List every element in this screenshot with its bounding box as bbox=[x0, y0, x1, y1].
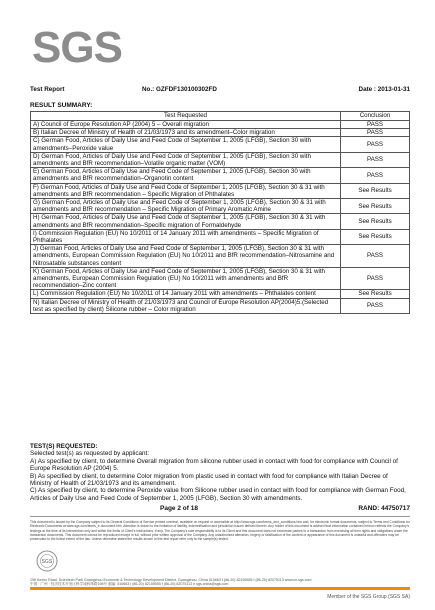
table-row bbox=[31, 183, 410, 198]
table-row bbox=[31, 298, 410, 313]
test-cell: I) Commission Regulation (EU) No 10/2011 of 14 January 2011 with amendments – Specific Migration of Phthalates bbox=[31, 229, 341, 244]
footer-address bbox=[30, 578, 410, 587]
conclusion-cell: See Results bbox=[341, 183, 410, 198]
sgs-seal-icon bbox=[36, 550, 58, 572]
logo-text: SGS bbox=[32, 23, 122, 72]
conclusion-cell: PASS bbox=[341, 267, 410, 290]
table-row bbox=[31, 121, 410, 129]
test-cell: N) Italian Decree of Ministry of Health of 21/03/1973 and Council of Europe Resolution AP(2004)5.(Selected test as specified by client) Silicone rubber – Color migration bbox=[31, 298, 341, 313]
test-cell: F) German Food, Articles of Daily Use and Feed Code of September 1, 2005 (LFGB), Section 30 & 31 with amendments and BfR recommendation – Specific Migration of Phthalates bbox=[31, 183, 341, 198]
table-row bbox=[31, 245, 410, 268]
test-cell: J) German Food, Articles of Daily Use and Feed Code of September 1, 2005 (LFGB), Section 30 & 31 with amendments, European Commission Regulation (EU) No 10/2011 and BfR recommendation–Nitrosamine and Nitrosatable substances content bbox=[31, 245, 341, 268]
result-summary-table bbox=[30, 111, 410, 314]
conclusion-cell: See Results bbox=[341, 229, 410, 244]
list-item: A) As specified by client, to determine Overall migration from silicone rubber used in contact with food for compliance with Council of Europe Resolution AP (2004) 5. bbox=[30, 457, 398, 473]
footer-accent-bar bbox=[30, 587, 410, 590]
conclusion-cell: See Results bbox=[341, 290, 410, 298]
conclusion-cell: PASS bbox=[341, 152, 410, 167]
test-cell: E) German Food, Articles of Daily Use and Feed Code of September 1, 2005 (LFGB), Section 30 with amendments and BfR recommendation–Organotin content bbox=[31, 168, 341, 183]
conclusion-cell: See Results bbox=[341, 214, 410, 229]
test-cell: C) German Food, Articles of Daily Use and Feed Code of September 1, 2005 (LFGB), Section 30 with amendments–Peroxide value bbox=[31, 137, 341, 152]
test-cell: L) Commission Regulation (EU) No 10/2011 of 14 January 2011 with amendments – Phthalates content bbox=[31, 290, 341, 298]
tests-intro: Selected test(s) as requested by applicant: bbox=[30, 450, 150, 458]
table-row bbox=[31, 229, 410, 244]
table-row bbox=[31, 290, 410, 298]
rand-number: RAND: 44750717 bbox=[358, 505, 410, 512]
report-type: Test Report bbox=[30, 86, 65, 93]
conclusion-cell: See Results bbox=[341, 199, 410, 214]
table-row bbox=[31, 129, 410, 137]
conclusion-cell: PASS bbox=[341, 168, 410, 183]
footer-address-cn: 中国 · 广州 · 经济技术开发区科学城科珠路198号 邮编: 510663 t (86-20) 82155555 f (86-20) 82075113 e sgs.china@sgs.com bbox=[30, 582, 229, 586]
col-conclusion: Conclusion bbox=[341, 112, 410, 121]
table-row bbox=[31, 152, 410, 167]
tests-list bbox=[30, 458, 410, 502]
disclaimer-text: This document is issued by the Company subject to its General Conditions of Service printed overleaf, available on request or accessible at http://www.sgs.com/terms_and_conditions.htm and, for electronic format documents, subject to Terms and Conditions for Electronic Documents at www.sgs.com/terms_e-document.htm. Attention is drawn to the limitation of liability, indemnification and jurisdiction issues defined therein. Any holder of this document is advised that information contained hereon reflects the Company's findings at the time of its intervention only and within the limits of Client's instructions, if any. The Company's sole responsibility is to its Client and this document does not exonerate parties to a transaction from exercising all their rights and obligations under the transaction documents. This document cannot be reproduced except in full, without prior written approval of the Company. Any unauthorized alteration, forgery or falsification of the content or appearance of this document is unlawful and offenders may be prosecuted to the fullest extent of the law. Unless otherwise stated the results shown in this test report refer only to the sample(s) tested. bbox=[30, 520, 410, 542]
table-row bbox=[31, 199, 410, 214]
svg-text:SGS: SGS bbox=[41, 559, 53, 565]
conclusion-cell: PASS bbox=[341, 137, 410, 152]
tests-requested-section bbox=[30, 443, 410, 502]
test-cell: G) German Food, Articles of Daily Use and Feed Code of September 1, 2005 (LFGB), Section 30 & 31 with amendments and BfR recommendation – Specific Migration of Primary Aromatic Amine bbox=[31, 199, 341, 214]
result-summary-title: RESULT SUMMARY: bbox=[30, 102, 93, 109]
conclusion-cell: PASS bbox=[341, 121, 410, 129]
test-cell: B) Italian Decree of Ministry of Health of 21/03/1973 and its amendment–Color migration bbox=[31, 129, 341, 137]
conclusion-cell: PASS bbox=[341, 129, 410, 137]
test-cell: K) German Food, Articles of Daily Use and Feed Code of September 1, 2005 (LFGB), Section 30 & 31 with amendments, European Commission Regulation (EU) No 10/2011 with amendments and BfR recommendation–Zinc content bbox=[31, 267, 341, 290]
report-date: Date : 2013-01-31 bbox=[358, 86, 410, 93]
table-row bbox=[31, 168, 410, 183]
sgs-logo bbox=[30, 20, 122, 72]
table-header-row bbox=[31, 112, 410, 121]
test-cell: A) Council of Europe Resolution AP (2004) 5 – Overall migration bbox=[31, 121, 341, 129]
divider bbox=[30, 516, 410, 517]
list-item: B) As specified by client, to determine Color migration from plastic used in contact with food for compliance with Italian Decree of Ministry of Health of 21/03/1973 and its amendment. bbox=[30, 472, 388, 488]
table-row bbox=[31, 214, 410, 229]
tests-requested-title: TEST(S) REQUESTED: bbox=[30, 443, 98, 450]
member-text: Member of the SGS Group (SGS SA) bbox=[327, 594, 410, 600]
col-test-requested: Test Requested bbox=[31, 112, 341, 121]
table-row bbox=[31, 137, 410, 152]
footer-address-en: 198 Kezhu Road, Scientech Park Guangzhou Economic & Technology Development District, Guangzhou, China 510663 t (86-20) 82155555 f (86-20) 82075113 www.cn.sgs.com bbox=[30, 578, 312, 582]
test-cell: D) German Food, Articles of Daily Use and Feed Code of September 1, 2005 (LFGB), Section 30 with amendments and BfR recommendation–Volatile organic matter (VOM) bbox=[31, 152, 341, 167]
conclusion-cell: PASS bbox=[341, 298, 410, 313]
test-cell: H) German Food, Articles of Daily Use and Feed Code of September 1, 2005 (LFGB), Section 30 & 31 with amendments and BfR recommendation–Specific migration of Formaldehyde bbox=[31, 214, 341, 229]
table-row bbox=[31, 267, 410, 290]
page-number: Page 2 of 18 bbox=[160, 505, 198, 512]
conclusion-cell: PASS bbox=[341, 245, 410, 268]
report-number: No.: GZFDF130100302FD bbox=[142, 86, 217, 93]
list-item: C) As specified by client, to determine Peroxide value from Silicone rubber used in contact with food for compliance with German Food, Articles of Daily Use and Feed Code of September 1, 2005 (LFGB), Section 30 with amendments. bbox=[30, 487, 406, 502]
